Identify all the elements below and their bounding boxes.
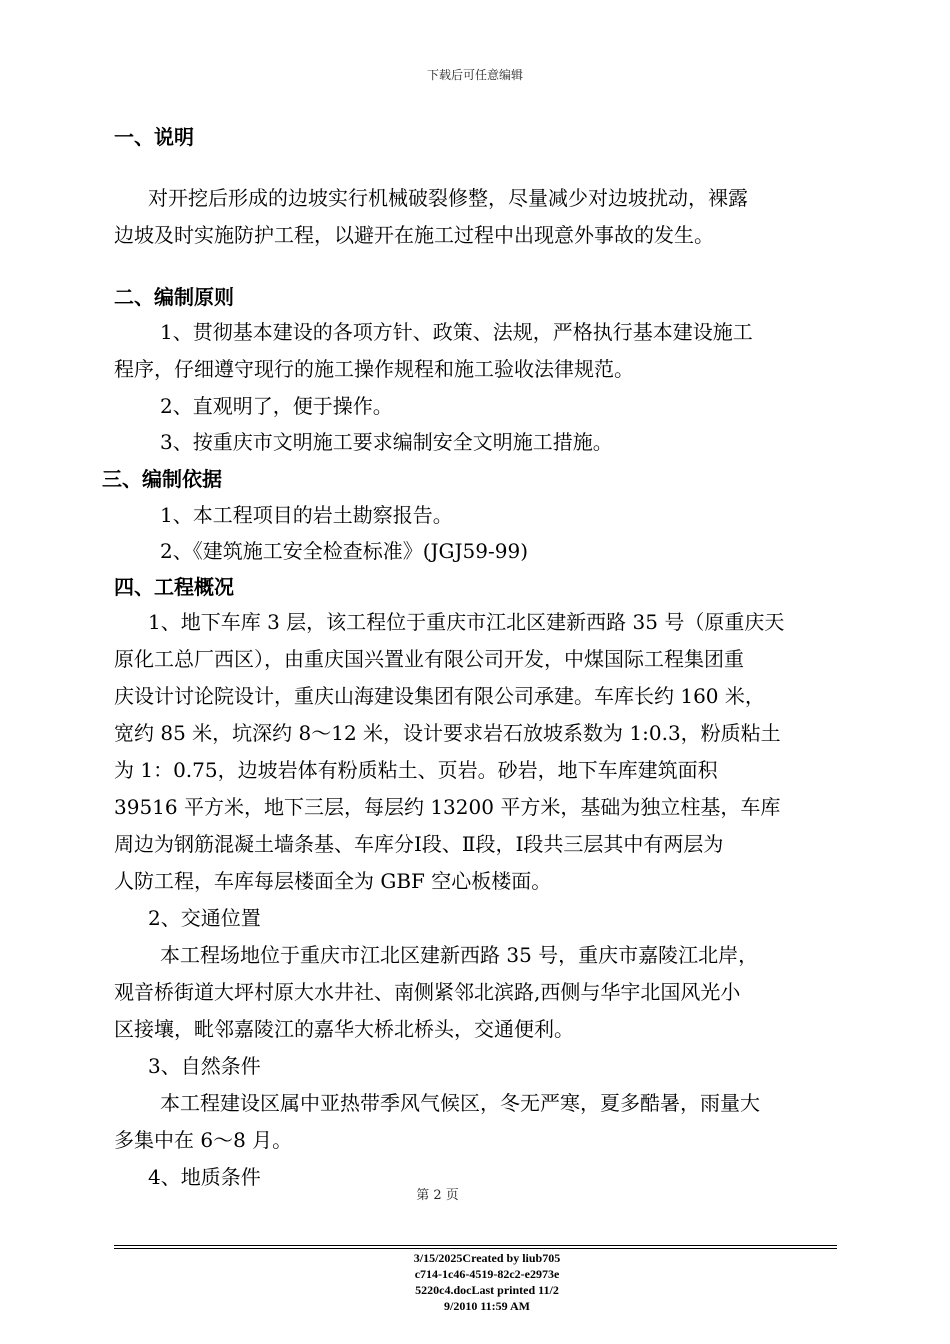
footer-divider [114,1245,837,1246]
section-heading-4: 四、工程概况 [114,575,234,599]
footer-info: 3/15/2025Created by liub705c714-1c46-4519-82c2-e2973e5220c4.docLast printed 11/29/2010 11:59 AM [413,1251,561,1313]
paragraph-line: 对开挖后形成的边坡实行机械破裂修整，尽量减少对边坡扰动，裸露 [148,186,748,210]
section-heading-2: 二、编制原则 [114,285,234,309]
section-heading-1: 一、说明 [114,125,194,149]
page-number: 第 2 页 [416,1188,459,1203]
list-item: 1、贯彻基本建设的各项方针、政策、法规，严格执行基本建设施工 [160,320,753,344]
paragraph-line: 人防工程，车库每层楼面全为 GBF 空心板楼面。 [114,869,552,893]
footer-divider [114,1248,837,1249]
list-item: 2、直观明了，便于操作。 [160,394,393,418]
page-header: 下载后可任意编辑 [426,68,523,82]
list-item: 3、自然条件 [148,1054,261,1078]
paragraph-line: 观音桥街道大坪村原大水井社、南侧紧邻北滨路,西侧与华宇北国风光小 [114,980,741,1004]
list-item: 4、地质条件 [148,1165,261,1189]
list-item: 1、本工程项目的岩土勘察报告。 [160,503,453,527]
paragraph-line: 本工程建设区属中亚热带季风气候区，冬无严寒，夏多酷暑，雨量大 [160,1091,760,1115]
section-heading-3: 三、编制依据 [102,467,222,491]
list-item: 2、《建筑施工安全检查标准》(JGJ59-99) [160,539,528,563]
paragraph-line: 宽约 85 米，坑深约 8～12 米，设计要求岩石放坡系数为 1:0.3，粉质粘土 [114,721,781,745]
paragraph-line: 为 1：0.75，边坡岩体有粉质粘土、页岩。砂岩，地下车库建筑面积 [114,758,718,782]
paragraph-line: 边坡及时实施防护工程，以避开在施工过程中出现意外事故的发生。 [114,223,714,247]
paragraph-line: 本工程场地位于重庆市江北区建新西路 35 号，重庆市嘉陵江北岸， [160,943,759,967]
paragraph-line: 周边为钢筋混凝土墙条基、车库分Ⅰ段、Ⅱ段，Ⅰ段共三层其中有两层为 [114,832,724,856]
paragraph-line: 原化工总厂西区），由重庆国兴置业有限公司开发，中煤国际工程集团重 [114,647,744,671]
list-item: 1、地下车库 3 层，该工程位于重庆市江北区建新西路 35 号（原重庆天 [148,610,785,634]
paragraph-line: 区接壤，毗邻嘉陵江的嘉华大桥北桥头，交通便利。 [114,1017,574,1041]
paragraph-line: 庆设计讨论院设计，重庆山海建设集团有限公司承建。车库长约 160 米， [114,684,765,708]
list-item: 2、交通位置 [148,906,261,930]
paragraph-line: 多集中在 6～8 月。 [114,1128,293,1152]
list-item: 3、按重庆市文明施工要求编制安全文明施工措施。 [160,430,613,454]
paragraph-line: 39516 平方米，地下三层，每层约 13200 平方米，基础为独立柱基，车库 [114,795,781,819]
paragraph-line: 程序，仔细遵守现行的施工操作规程和施工验收法律规范。 [114,357,634,381]
